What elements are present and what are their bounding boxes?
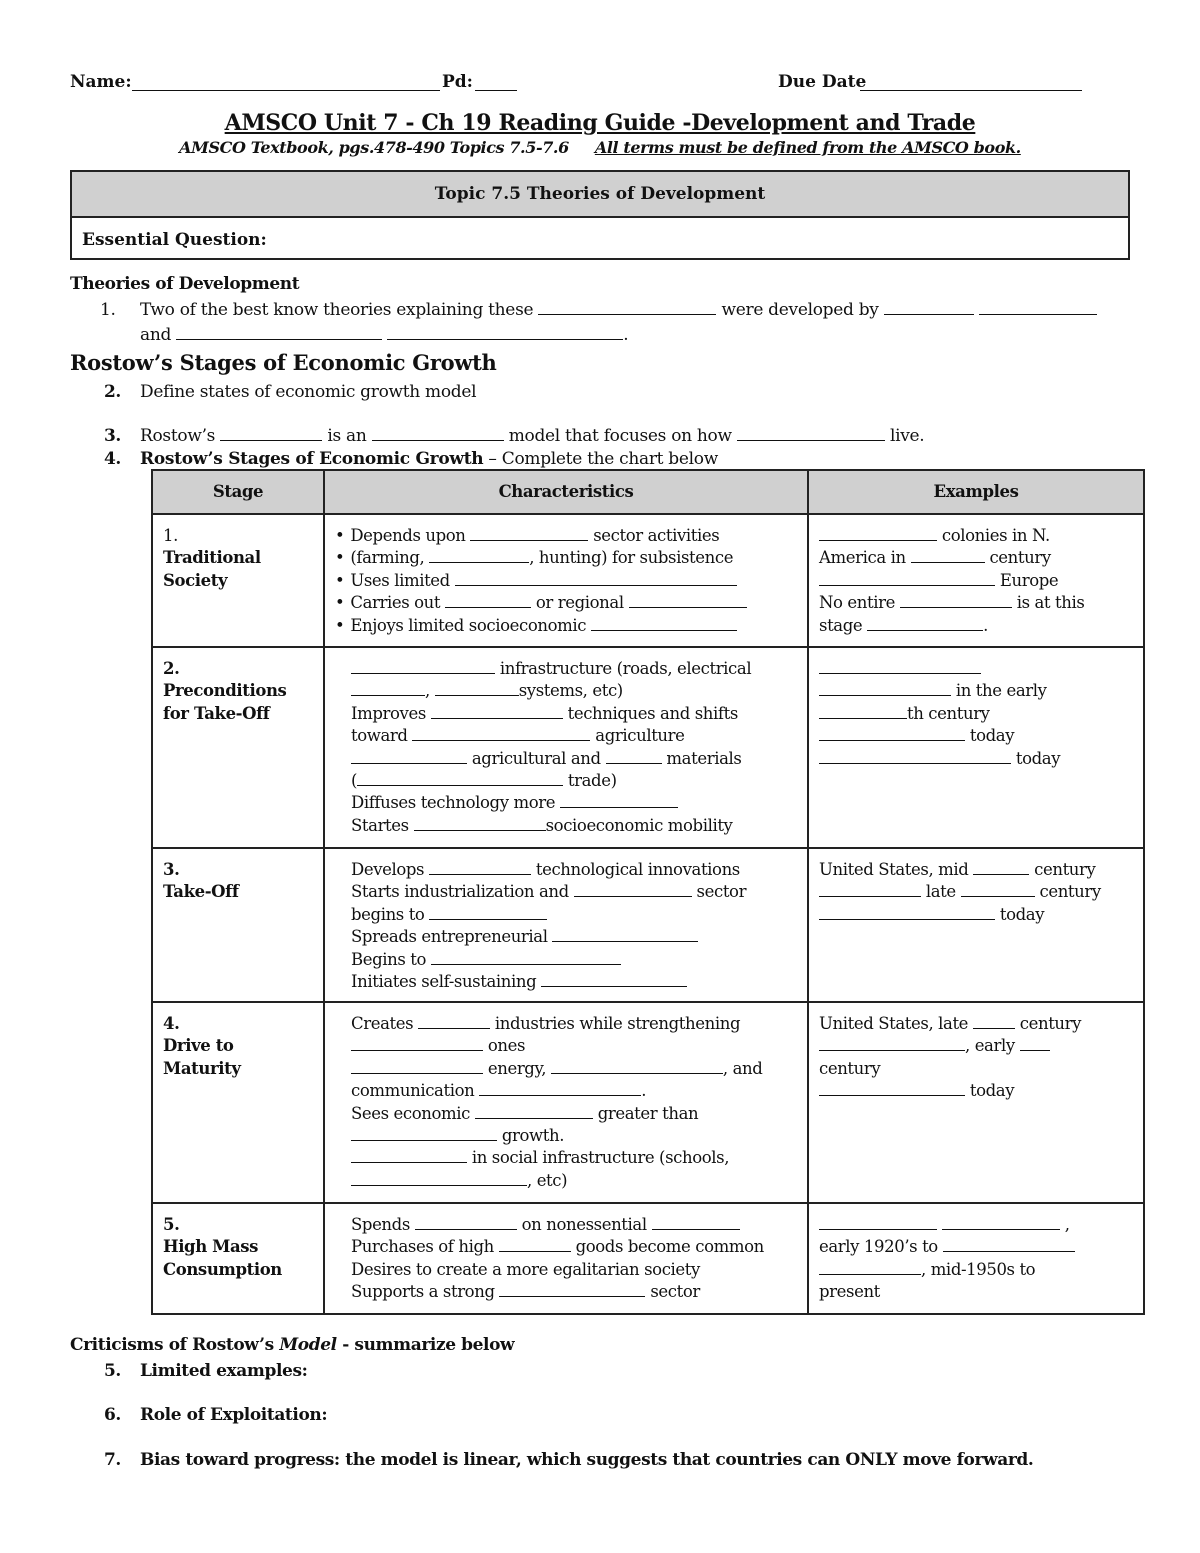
characteristics-cell: [324, 514, 808, 647]
cell-line: [819, 1013, 1133, 1035]
cell-line: [351, 1170, 797, 1192]
examples-cell: [808, 1203, 1144, 1314]
stage-cell: [152, 514, 324, 647]
due-date-label: Due Date: [778, 72, 867, 92]
header-stage: Stage: [152, 470, 324, 514]
q1-text-b: were developed by: [721, 300, 879, 320]
answer-blank[interactable]: [551, 1059, 723, 1074]
cell-line: [819, 881, 1133, 903]
header-examples: Examples: [808, 470, 1144, 514]
answer-blank[interactable]: [819, 681, 951, 696]
cell-text: , mid-1950s to: [921, 1259, 1036, 1279]
cell-line: [351, 725, 797, 747]
answer-blank[interactable]: [819, 704, 907, 719]
cell-text: century: [819, 1058, 881, 1078]
q1-blank-5[interactable]: [387, 325, 623, 340]
answer-blank[interactable]: [479, 1081, 641, 1096]
answer-blank[interactable]: [357, 771, 563, 786]
answer-blank[interactable]: [445, 593, 531, 608]
cell-text: ,: [1064, 1215, 1070, 1234]
cell-text: present: [819, 1282, 880, 1302]
cell-line: [351, 1281, 797, 1303]
theories-heading: Theories of Development: [70, 274, 300, 294]
answer-blank[interactable]: [574, 882, 692, 897]
stage-name-line: Preconditions: [163, 681, 287, 701]
answer-blank[interactable]: [429, 905, 547, 920]
name-blank[interactable]: [132, 76, 440, 91]
answer-blank[interactable]: [973, 860, 1029, 875]
answer-blank[interactable]: [351, 749, 467, 764]
list-item: [335, 525, 797, 547]
cell-line: [819, 1080, 1133, 1102]
cell-text: today: [969, 726, 1015, 746]
cell-text: greater than: [597, 1103, 699, 1123]
cell-text: today: [1015, 748, 1061, 768]
answer-blank[interactable]: [351, 1059, 483, 1074]
cell-text: , etc): [527, 1170, 568, 1190]
cell-text: Europe: [999, 570, 1059, 590]
answer-blank[interactable]: [900, 593, 1012, 608]
subtitle-text: AMSCO Textbook, pgs.478-490 Topics 7.5-7.6: [179, 138, 569, 157]
stage-name-line: Drive to: [163, 1036, 234, 1056]
cell-line: [351, 1214, 797, 1236]
q1-number: 1.: [100, 300, 116, 320]
cell-text: sector: [650, 1282, 700, 1302]
stage-name: Take-Off: [163, 882, 239, 902]
cell-text: technological innovations: [535, 860, 740, 879]
cell-line: [351, 971, 797, 993]
cell-text: or regional: [535, 593, 624, 613]
answer-blank[interactable]: [435, 681, 519, 696]
cell-line: [351, 703, 797, 725]
topic-box: [70, 170, 1130, 260]
list-item: [335, 615, 797, 637]
cell-text: , early: [965, 1036, 1015, 1056]
answer-blank[interactable]: [819, 1215, 937, 1230]
cell-text: th century: [907, 703, 990, 723]
q3-blank-2[interactable]: [372, 426, 504, 441]
stage-number: 2.: [163, 659, 180, 678]
cell-text: century: [989, 548, 1051, 568]
cell-text: Improves: [351, 703, 426, 723]
cell-text: Starts industrialization and: [351, 882, 569, 902]
cell-text: Uses limited: [350, 570, 450, 590]
cell-line: communication .: [351, 1081, 647, 1101]
cell-line: stage .: [819, 615, 988, 635]
page-title: AMSCO Unit 7 - Ch 19 Reading Guide -Development and Trade: [224, 110, 976, 136]
question-7: Bias toward progress: the model is linear, which suggests that countries can ONLY move forward.: [140, 1450, 1034, 1470]
cell-text: Carries out: [350, 593, 441, 613]
cell-line: [819, 725, 1133, 747]
answer-blank[interactable]: [351, 1036, 483, 1051]
cell-text: Begins to: [351, 949, 427, 969]
answer-blank[interactable]: [819, 659, 981, 674]
q3-text-b: is an: [327, 426, 367, 446]
answer-blank[interactable]: [819, 749, 1011, 764]
cell-text: late: [925, 882, 956, 902]
cell-text: on nonessential: [521, 1215, 647, 1234]
cell-text: Depends upon: [350, 526, 466, 545]
cell-line: [819, 1214, 1133, 1236]
table-row: [152, 848, 1144, 1002]
cell-text: No entire: [819, 593, 895, 613]
cell-text: United States, mid: [819, 860, 969, 879]
cell-line: [351, 1147, 797, 1169]
characteristics-cell: [324, 1203, 808, 1314]
answer-blank[interactable]: [415, 1215, 517, 1230]
cell-text: century: [1039, 882, 1101, 902]
cell-text: , and: [722, 1058, 763, 1078]
cell-text: today: [969, 1081, 1015, 1101]
cell-text: agriculture: [595, 726, 685, 746]
cell-line: [819, 525, 1133, 547]
topic-heading: Topic 7.5 Theories of Development: [72, 172, 1128, 218]
answer-blank[interactable]: [629, 593, 747, 608]
cell-line: [819, 547, 1133, 569]
criticisms-heading-b: Model: [279, 1335, 337, 1355]
stage-name-line: Maturity: [163, 1058, 241, 1078]
q4-text-b: – Complete the chart below: [483, 449, 718, 469]
answer-blank[interactable]: [819, 1036, 965, 1051]
q3-blank-1[interactable]: [220, 426, 322, 441]
answer-blank[interactable]: [942, 1215, 1060, 1230]
table-row: [152, 514, 1144, 647]
stage-cell: [152, 1002, 324, 1203]
answer-blank[interactable]: [867, 616, 983, 631]
cell-line: , systems, etc): [351, 680, 797, 702]
stage-number: 1.: [163, 526, 178, 545]
cell-line: [351, 904, 797, 926]
question-3: [140, 426, 924, 446]
q4-text-a: Rostow’s Stages of Economic Growth: [140, 449, 484, 469]
stage-number: 5.: [163, 1215, 180, 1234]
name-label: Name:: [70, 72, 132, 92]
cell-text: techniques and shifts: [567, 703, 738, 723]
q1-blank-3[interactable]: [979, 300, 1097, 315]
list-item: [335, 592, 797, 614]
cell-text: stage: [819, 615, 863, 635]
answer-blank[interactable]: [351, 681, 425, 696]
answer-blank[interactable]: [591, 616, 737, 631]
stage-name: [163, 547, 293, 592]
cell-line: [351, 881, 797, 903]
q3-number: 3.: [104, 426, 121, 446]
cell-line: [819, 904, 1133, 926]
table-header-row: [152, 470, 1144, 514]
answer-blank[interactable]: [470, 526, 588, 541]
cell-text: early 1920’s to: [819, 1237, 938, 1257]
q1-blank-1[interactable]: [538, 300, 716, 315]
cell-text: trade): [567, 771, 617, 791]
examples-cell: [808, 1002, 1144, 1203]
examples-cell: [808, 848, 1144, 1002]
answer-blank[interactable]: [431, 950, 621, 965]
criticisms-heading-a: Criticisms of Rostow’s: [70, 1335, 280, 1355]
question-1: [100, 300, 1097, 320]
table-row: [152, 1002, 1144, 1203]
characteristics-cell: [324, 1002, 808, 1203]
cell-line: [819, 680, 1133, 702]
cell-text: systems, etc): [518, 681, 623, 701]
cell-text: United States, late: [819, 1014, 969, 1033]
q6-number: 6.: [104, 1405, 121, 1425]
cell-line: [819, 859, 1133, 881]
question-1-cont: and .: [140, 325, 629, 345]
cell-line: [819, 1035, 1133, 1057]
cell-text: America in: [819, 548, 906, 568]
stage-cell: [152, 848, 324, 1002]
answer-blank[interactable]: [499, 1282, 645, 1297]
question-4: [140, 449, 718, 469]
cell-text: materials: [666, 748, 742, 768]
answer-blank[interactable]: [819, 571, 995, 586]
cell-line: [819, 570, 1133, 592]
stage-number: 3.: [163, 860, 180, 879]
cell-line: ( trade): [351, 771, 617, 791]
cell-text: communication: [351, 1081, 475, 1101]
header-characteristics: Characteristics: [324, 470, 808, 514]
stage-name-line: Consumption: [163, 1259, 282, 1279]
cell-text: energy,: [487, 1058, 547, 1078]
list-item: [335, 547, 797, 569]
answer-blank[interactable]: [911, 548, 985, 563]
cell-text: agricultural and: [471, 748, 601, 768]
cell-text: century: [1034, 860, 1096, 879]
q4-number: 4.: [104, 449, 121, 469]
cell-line: [819, 1058, 1133, 1080]
answer-blank[interactable]: [819, 882, 921, 897]
cell-text: Spends: [351, 1215, 410, 1234]
cell-line: [351, 859, 797, 881]
q1-text-a: Two of the best know theories explaining these: [140, 300, 534, 320]
cell-line: [351, 1236, 797, 1258]
criticisms-heading: [70, 1335, 514, 1355]
q3-text-c: model that focuses on how: [508, 426, 732, 446]
cell-line: [351, 1125, 797, 1147]
stage-name-line: Traditional: [163, 548, 261, 568]
q3-blank-3[interactable]: [737, 426, 885, 441]
answer-blank[interactable]: [943, 1237, 1075, 1252]
answer-blank[interactable]: [819, 726, 965, 741]
question-2: Define states of economic growth model: [140, 382, 477, 402]
cell-text: Spreads entrepreneurial: [351, 927, 548, 947]
answer-blank[interactable]: [606, 749, 662, 764]
q7-number: 7.: [104, 1450, 121, 1470]
answer-blank[interactable]: [819, 1081, 965, 1096]
stage-name-line: High Mass: [163, 1237, 259, 1257]
cell-text: in the early: [955, 681, 1047, 701]
cell-text: Initiates self-sustaining: [351, 972, 537, 992]
cell-line: [819, 1236, 1133, 1258]
answer-blank[interactable]: [819, 526, 937, 541]
cell-line: [819, 748, 1133, 770]
cell-line: [351, 815, 797, 837]
cell-line: [351, 658, 797, 680]
answer-blank[interactable]: [351, 1126, 497, 1141]
answer-blank[interactable]: [455, 571, 737, 586]
question-6: Role of Exploitation:: [140, 1405, 328, 1425]
table-row: [152, 1203, 1144, 1314]
stages-table: [151, 469, 1145, 1315]
stage-name: [163, 1236, 293, 1281]
answer-blank[interactable]: [819, 1260, 921, 1275]
answer-blank[interactable]: [961, 882, 1035, 897]
answer-blank[interactable]: [431, 704, 563, 719]
cell-text: sector activities: [593, 526, 720, 545]
cell-text: , hunting) for subsistence: [529, 548, 734, 568]
stage-cell: [152, 1203, 324, 1314]
list-item: [335, 570, 797, 592]
cell-line: [351, 1058, 797, 1080]
answer-blank[interactable]: [429, 548, 529, 563]
answer-blank[interactable]: [475, 1104, 593, 1119]
rostow-heading: Rostow’s Stages of Economic Growth: [70, 350, 497, 375]
stage-name: [163, 1035, 293, 1080]
q1-blank-2[interactable]: [884, 300, 974, 315]
stage-name-line: for Take-Off: [163, 703, 270, 723]
cell-text: sector: [696, 882, 747, 902]
cell-text: ones: [487, 1036, 526, 1056]
answer-blank[interactable]: [1020, 1036, 1050, 1051]
cell-text: industries while strengthening: [494, 1014, 741, 1033]
stage-number: 4.: [163, 1014, 180, 1033]
cell-text: Sees economic: [351, 1103, 471, 1123]
cell-line: [819, 1259, 1133, 1281]
examples-cell: [808, 647, 1144, 848]
cell-text: Purchases of high: [351, 1237, 494, 1257]
q2-number: 2.: [104, 382, 121, 402]
q5-number: 5.: [104, 1361, 121, 1381]
answer-blank[interactable]: [973, 1014, 1015, 1029]
answer-blank[interactable]: [351, 659, 495, 674]
cell-line: [351, 792, 797, 814]
q3-text-a: Rostow’s: [140, 426, 216, 446]
answer-blank[interactable]: [414, 816, 546, 831]
cell-text: Creates: [351, 1014, 414, 1033]
cell-line: [819, 658, 1133, 680]
cell-text: Develops: [351, 860, 425, 879]
cell-line: [351, 1013, 797, 1035]
page-subtitle: [0, 138, 1200, 157]
subtitle-note: All terms must be defined from the AMSCO book.: [594, 138, 1021, 157]
cell-text: is at this: [1016, 593, 1085, 613]
stage-name-line: Society: [163, 570, 228, 590]
cell-text: Desires to create a more egalitarian society: [351, 1259, 700, 1279]
cell-line: [351, 1035, 797, 1057]
cell-line: [819, 592, 1133, 614]
cell-text: Startes: [351, 815, 409, 835]
essential-question-label: Essential Question:: [82, 230, 267, 250]
criticisms-heading-c: - summarize below: [336, 1335, 515, 1355]
stage-cell: [152, 647, 324, 848]
answer-blank[interactable]: [418, 1014, 490, 1029]
q3-text-d: live.: [889, 426, 925, 446]
cell-text: begins to: [351, 904, 425, 924]
cell-text: Diffuses technology more: [351, 793, 556, 813]
due-date-blank[interactable]: [860, 76, 1082, 91]
q1-blank-4[interactable]: [176, 325, 382, 340]
cell-line: [351, 949, 797, 971]
answer-blank[interactable]: [412, 726, 590, 741]
characteristics-cell: [324, 647, 808, 848]
answer-blank[interactable]: [552, 927, 698, 942]
cell-text: in social infrastructure (schools,: [471, 1148, 730, 1168]
cell-line: [351, 1259, 797, 1281]
cell-line: [819, 1281, 1133, 1303]
period-blank[interactable]: [475, 76, 517, 91]
cell-line: [819, 703, 1133, 725]
cell-text: toward: [351, 726, 408, 746]
examples-cell: [808, 514, 1144, 647]
answer-blank[interactable]: [499, 1237, 571, 1252]
answer-blank[interactable]: [819, 905, 995, 920]
cell-text: Supports a strong: [351, 1282, 495, 1302]
period-label: Pd:: [442, 72, 473, 92]
question-5: Limited examples:: [140, 1361, 308, 1381]
answer-blank[interactable]: [560, 793, 678, 808]
stage-name: [163, 680, 293, 725]
cell-text: century: [1019, 1014, 1082, 1033]
table-row: [152, 647, 1144, 848]
cell-line: [351, 748, 797, 770]
cell-text: colonies in N.: [941, 526, 1050, 545]
q1-text-c: and: [140, 325, 172, 345]
answer-blank[interactable]: [351, 1171, 527, 1186]
cell-text: today: [999, 904, 1045, 924]
characteristics-cell: [324, 848, 808, 1002]
cell-text: (farming,: [350, 548, 425, 568]
answer-blank[interactable]: [429, 860, 531, 875]
cell-line: [351, 1103, 797, 1125]
cell-text: Enjoys limited socioeconomic: [350, 615, 587, 635]
answer-blank[interactable]: [652, 1215, 740, 1230]
cell-text: goods become common: [575, 1237, 764, 1257]
answer-blank[interactable]: [351, 1148, 467, 1163]
cell-text: infrastructure (roads, electrical: [499, 659, 752, 678]
cell-text: growth.: [501, 1126, 565, 1146]
cell-line: [351, 926, 797, 948]
answer-blank[interactable]: [541, 972, 687, 987]
cell-text: socioeconomic mobility: [545, 815, 733, 835]
